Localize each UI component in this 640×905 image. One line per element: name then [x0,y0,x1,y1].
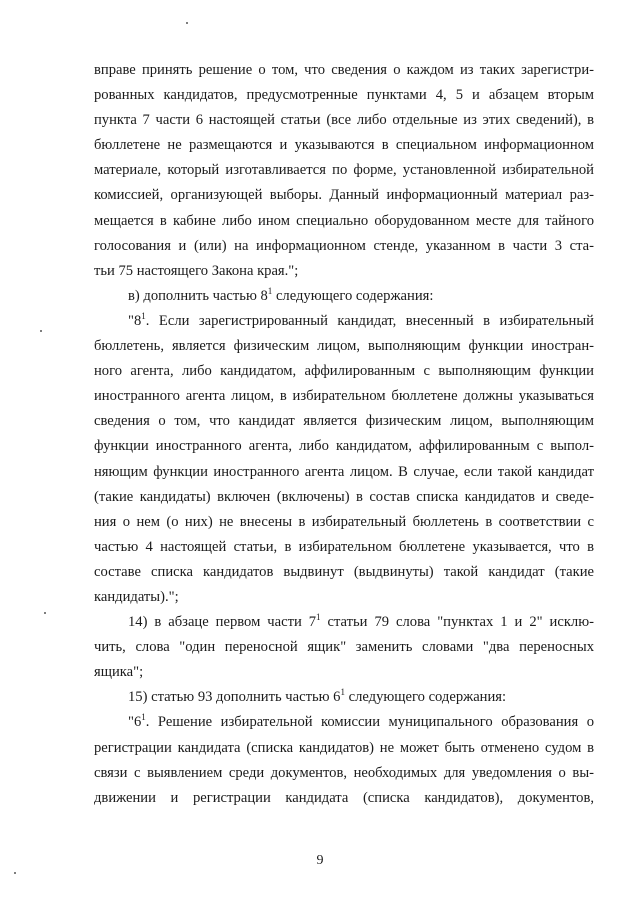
text-fragment: рованных кандидатов, предусмотренные пунктами 4, 5 и абзацем вторым [94,87,594,104]
text-line [94,685,594,710]
text-line [94,635,594,660]
text-fragment: следующего содержания: [344,689,507,706]
page-number: 9 [316,853,324,868]
text-fragment: движении и регистрации кандидата (списка кандидатов), документов, [94,789,594,806]
text-fragment: материале, который изготавливается по форме, установленной избирательной [94,162,594,179]
superscript: 1 [340,687,345,698]
text-fragment: тьи 75 настоящего Закона края."; [94,262,299,279]
superscript: 1 [316,612,321,623]
superscript: 1 [141,712,146,723]
text-fragment: составе списка кандидатов выдвинут (выдвинуты) такой кандидат (такие [94,563,594,580]
text-fragment: регистрации кандидата (списка кандидатов) не может быть отменено судом в [94,739,594,756]
text-fragment: 15) статью 93 дополнить частью 6 [128,689,341,706]
text-line [94,786,594,811]
scan-speck [186,22,188,24]
text-line [94,209,594,234]
text-line [94,710,594,735]
text-fragment: 14) в абзаце первом части 7 [128,614,317,631]
scan-speck [44,612,46,614]
text-line [94,284,594,309]
text-fragment: статьи 79 слова "пунктах 1 и 2" исклю- [320,614,594,631]
text-fragment: вправе принять решение о том, что сведения о каждом из таких зарегистри- [94,62,594,78]
text-line [94,234,594,259]
text-line [94,460,594,485]
text-fragment: чить, слова "один переносной ящик" заменить словами "два переносных [94,639,594,656]
text-fragment: няющим функции иностранного агента лицом. В случае, если такой кандидат [94,463,594,480]
body-text [94,58,594,811]
text-line [94,610,594,635]
text-line [94,183,594,208]
text-fragment: пункта 7 части 6 настоящей статьи (все либо отдельные из этих сведений), в [94,112,594,129]
text-fragment: иностранного агента лицом, в избирательном бюллетене должны указываться [94,388,594,405]
text-fragment: бюллетень, является физическим лицом, выполняющим функции иностран- [94,338,594,355]
text-fragment: ящика"; [94,664,144,681]
text-fragment: связи с выявлением среди документов, необходимых для уведомления о вы- [94,764,594,781]
text-fragment: ния о нем (о них) не внесены в избирательный бюллетень в соответствии с [94,513,594,530]
text-line [94,761,594,786]
text-fragment: голосования и (или) на информационном стенде, указанном в части 3 ста- [94,237,594,254]
text-line [94,108,594,133]
text-fragment: ного агента, либо кандидатом, аффилированным с выполняющим функции [94,363,594,380]
text-line [94,58,594,83]
text-line [94,660,594,685]
text-fragment: частью 4 настоящей статьи, в избирательном бюллетене указывается, что в [94,538,594,555]
text-line [94,535,594,560]
scan-speck [14,872,16,874]
superscript: 1 [141,310,146,321]
text-line [94,158,594,183]
text-fragment: . Если зарегистрированный кандидат, внесенный в избирательный [145,312,594,329]
text-fragment: мещается в кабине либо ином специально оборудованном месте для тайного [94,212,594,229]
text-fragment: функции иностранного агента, либо кандидатом, аффилированным с выпол- [94,438,594,455]
text-fragment: в) дополнить частью 8 [128,287,268,304]
text-fragment: бюллетене не размещаются и указываются в специальном информационном [94,137,594,154]
text-fragment: сведения о том, что кандидат является физическим лицом, выполняющим [94,413,594,430]
text-line [94,83,594,108]
text-line [94,510,594,535]
text-line [94,736,594,761]
text-line [94,133,594,158]
text-fragment: следующего содержания: [272,287,434,304]
text-line [94,485,594,510]
text-line [94,585,594,610]
text-line [94,434,594,459]
text-fragment: "6 [128,714,142,731]
text-line [94,560,594,585]
text-line [94,259,594,284]
text-fragment: . Решение избирательной комиссии муниципального образования о [145,714,594,731]
superscript: 1 [267,285,273,296]
text-line [94,309,594,334]
text-fragment: комиссией, организующей выборы. Данный информационный материал раз- [94,187,594,204]
scan-speck [40,330,42,332]
text-line [94,334,594,359]
text-fragment: кандидаты)."; [94,588,179,605]
text-fragment: "8 [128,312,142,329]
text-line [94,359,594,384]
text-line [94,409,594,434]
text-fragment: (такие кандидаты) включен (включены) в состав списка кандидатов и сведе- [94,488,594,505]
text-line [94,384,594,409]
